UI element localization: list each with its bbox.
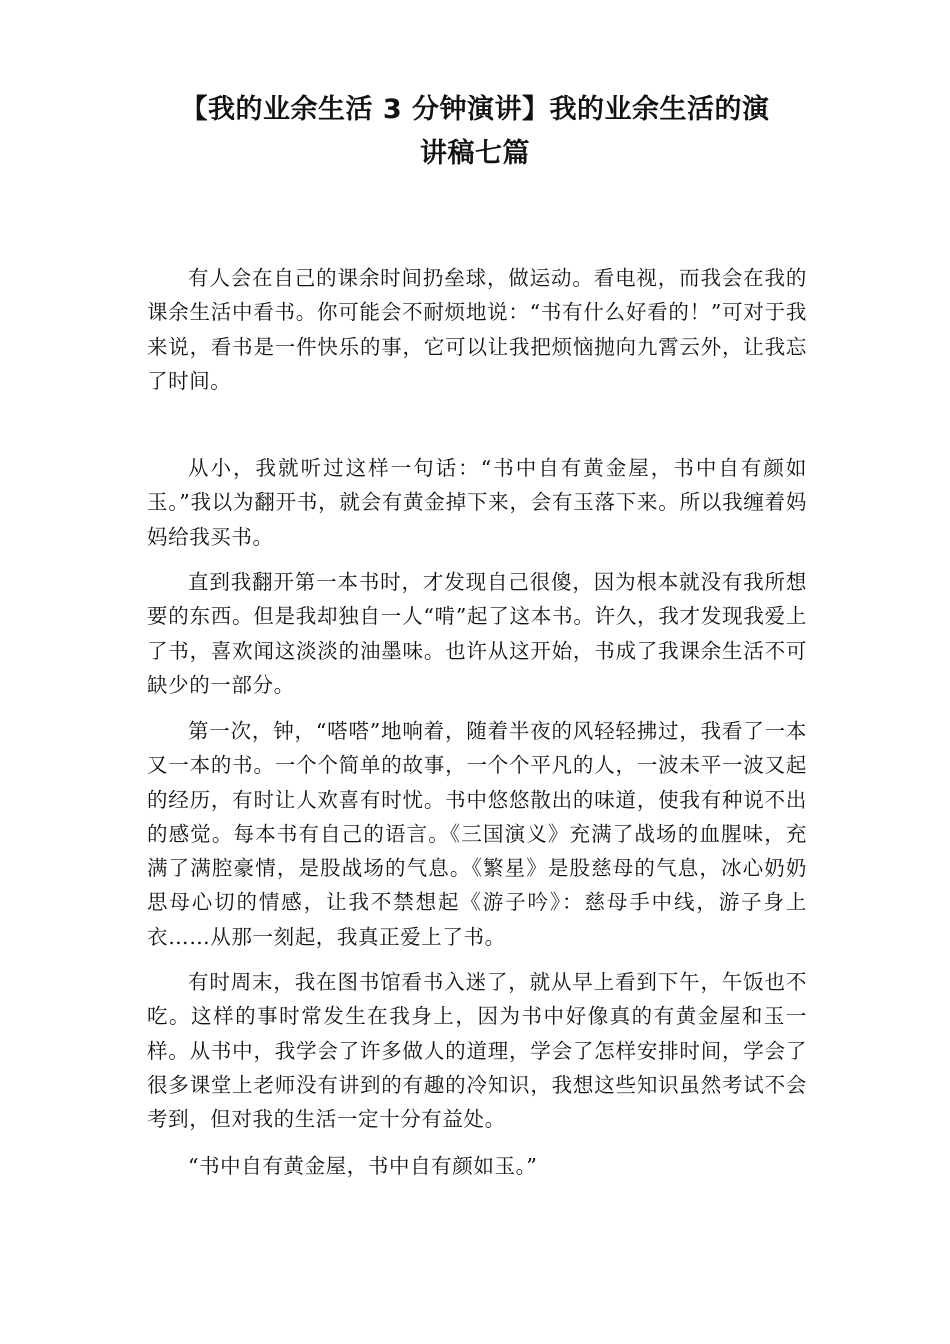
document-title <box>150 88 800 176</box>
title-line-1: 【我的业余生活 3 分钟演讲】我的业余生活的演 <box>180 94 770 125</box>
paragraph-1: 有人会在自己的课余时间扔垒球，做运动。看电视，而我会在我的课余生活中看书。你可能会不耐烦地说：“书有什么好看的！”可对于我来说，看书是一件快乐的事，它可以让我把烦恼抛向九霄云外，让我忘了时间。 <box>147 266 807 393</box>
paragraph-4: 第一次，钟，“嗒嗒”地响着，随着半夜的风轻轻拂过，我看了一本又一本的书。一个个简单的故事，一个个平凡的人，一波未平一波又起的经历，有时让人欢喜有时忧。书中悠悠散出的味道，使我有种说不出的感觉。每本书有自己的语言。《三国演义》充满了战场的血腥味，充满了满腔豪情，是股战场的气息。《繁星》是股慈母的气息，冰心奶奶思母心切的情感，让我不禁想起《游子吟》：慈母手中线，游子身上衣……从那一刻起，我真正爱上了书。 <box>147 719 807 949</box>
paragraph-3: 直到我翻开第一本书时，才发现自己很傻，因为根本就没有我所想要的东西。但是我却独自一人“啃”起了这本书。许久，我才发现我爱上了书，喜欢闻这淡淡的油墨味。也许从这开始，书成了我课余生活不可缺少的一部分。 <box>147 570 807 697</box>
paragraph-2: 从小，我就听过这样一句话：“书中自有黄金屋，书中自有颜如玉。”我以为翻开书，就会有黄金掉下来，会有玉落下来。所以我缠着妈妈给我买书。 <box>147 456 807 549</box>
paragraph-5: 有时周末，我在图书馆看书入迷了，就从早上看到下午，午饭也不吃。这样的事时常发生在我身上，因为书中好像真的有黄金屋和玉一样。从书中，我学会了许多做人的道理，学会了怎样安排时间，学会了很多课堂上老师没有讲到的有趣的冷知识，我想这些知识虽然考试不会考到，但对我的生活一定十分有益处。 <box>147 970 807 1132</box>
paragraph-6: “书中自有黄金屋，书中自有颜如玉。” <box>188 1154 538 1178</box>
title-line-2: 讲稿七篇 <box>420 138 530 169</box>
